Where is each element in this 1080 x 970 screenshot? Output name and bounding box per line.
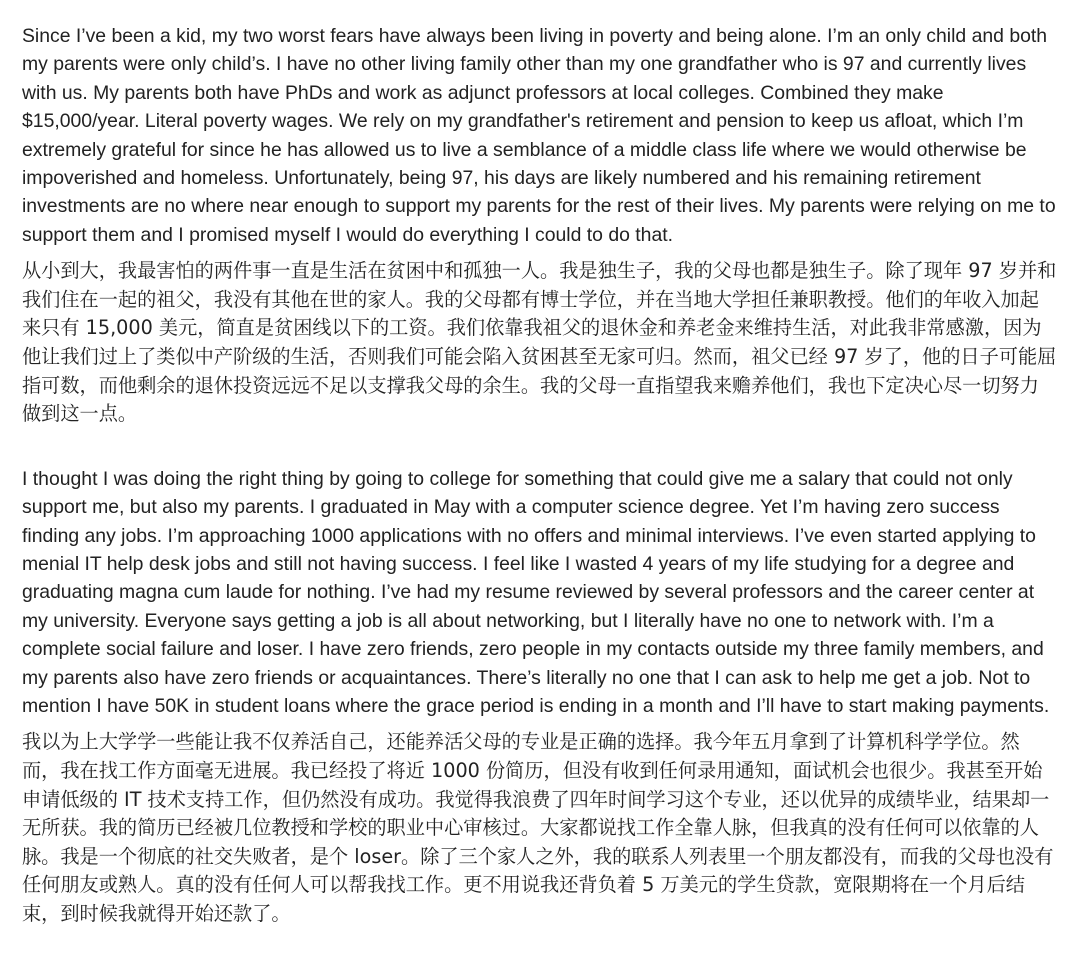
paragraph-1-chinese: 从小到大，我最害怕的两件事一直是生活在贫困中和孤独一人。我是独生子，我的父母也都是独生子。除了现年 97 岁并和我们住在一起的祖父，我没有其他在世的家人。我的父母都有博士学位，并在当地大学担任兼职教授。他们的年收入加起来只有 15,000 美元，简直是贫困线以下的工资。我们依靠我祖父的退休金和养老金来维持生活，对此我非常感激，因为他让我们过上了类似中产阶级的生活，否则我们可能会陷入贫困甚至无家可归。然而，祖父已经 97 岁了，他的日子可能屈指可数，而他剩余的退休投资远远不足以支撑我父母的余生。我的父母一直指望我来赡养他们，我也下定决心尽一切努力做到这一点。 [22, 259, 1057, 426]
paragraph-2-english: I thought I was doing the right thing by going to college for something that could give me a salary that could not only support me, but also my parents. I graduated in May with a computer science degree. Yet I’m having zero success finding any jobs. I’m approaching 1000 applications with no offers and minimal interviews. I’ve even started applying to menial IT help desk jobs and still not having success. I feel like I wasted 4 years of my life studying for a degree and graduating magna cum laude for nothing. I’ve had my resume reviewed by several professors and the career center at my university. Everyone says getting a job is all about networking, but I literally have no one to network with. I’m a complete social failure and loser. I have zero friends, zero people in my contacts outside my three family members, and my parents also have zero friends or acquaintances. There’s literally no one that I can ask to help me get a job. Not to mention I have 50K in student loans where the grace period is ending in a month and I’ll have to start making payments. [22, 467, 1050, 718]
section-spacer [22, 429, 1058, 465]
paragraph-2-chinese: 我以为上大学学一些能让我不仅养活自己，还能养活父母的专业是正确的选择。我今年五月拿到了计算机科学学位。然而，我在找工作方面毫无进展。我已经投了将近 1000 份简历，但没有收到任何录用通知，面试机会也很少。我甚至开始申请低级的 IT 技术支持工作，但仍然没有成功。我觉得我浪费了四年时间学习这个专业，还以优异的成绩毕业，结果却一无所获。我的简历已经被几位教授和学校的职业中心审核过。大家都说找工作全靠人脉，但我真的没有任何可以依靠的人脉。我是一个彻底的社交失败者，是个 loser。除了三个家人之外，我的联系人列表里一个朋友都没有，而我的父母也没有任何朋友或熟人。真的没有任何人可以帮我找工作。更不用说我还背负着 5 万美元的学生贷款，宽限期将在一个月后结束，到时候我就得开始还款了。 [22, 730, 1054, 926]
paragraph-spacer [22, 720, 1058, 728]
paragraph-1-english: Since I’ve been a kid, my two worst fears have always been living in poverty and being alone. I’m an only child and both my parents were only child’s. I have no other living family other than my one grandfather who is 97 and currently lives with us. My parents both have PhDs and work as adjunct professors at local colleges. Combined they make $15,000/year. Literal poverty wages. We rely on my grandfather's retirement and pension to keep us afloat, which I’m extremely grateful for since he has allowed us to live a semblance of a middle class life where we would otherwise be impoverished and homeless. Unfortunately, being 97, his days are likely numbered and his remaining retirement investments are no where near enough to support my parents for the rest of their lives. My parents were relying on me to support them and I promised myself I would do everything I could to do that. [22, 25, 1056, 246]
paragraph-spacer [22, 249, 1058, 257]
